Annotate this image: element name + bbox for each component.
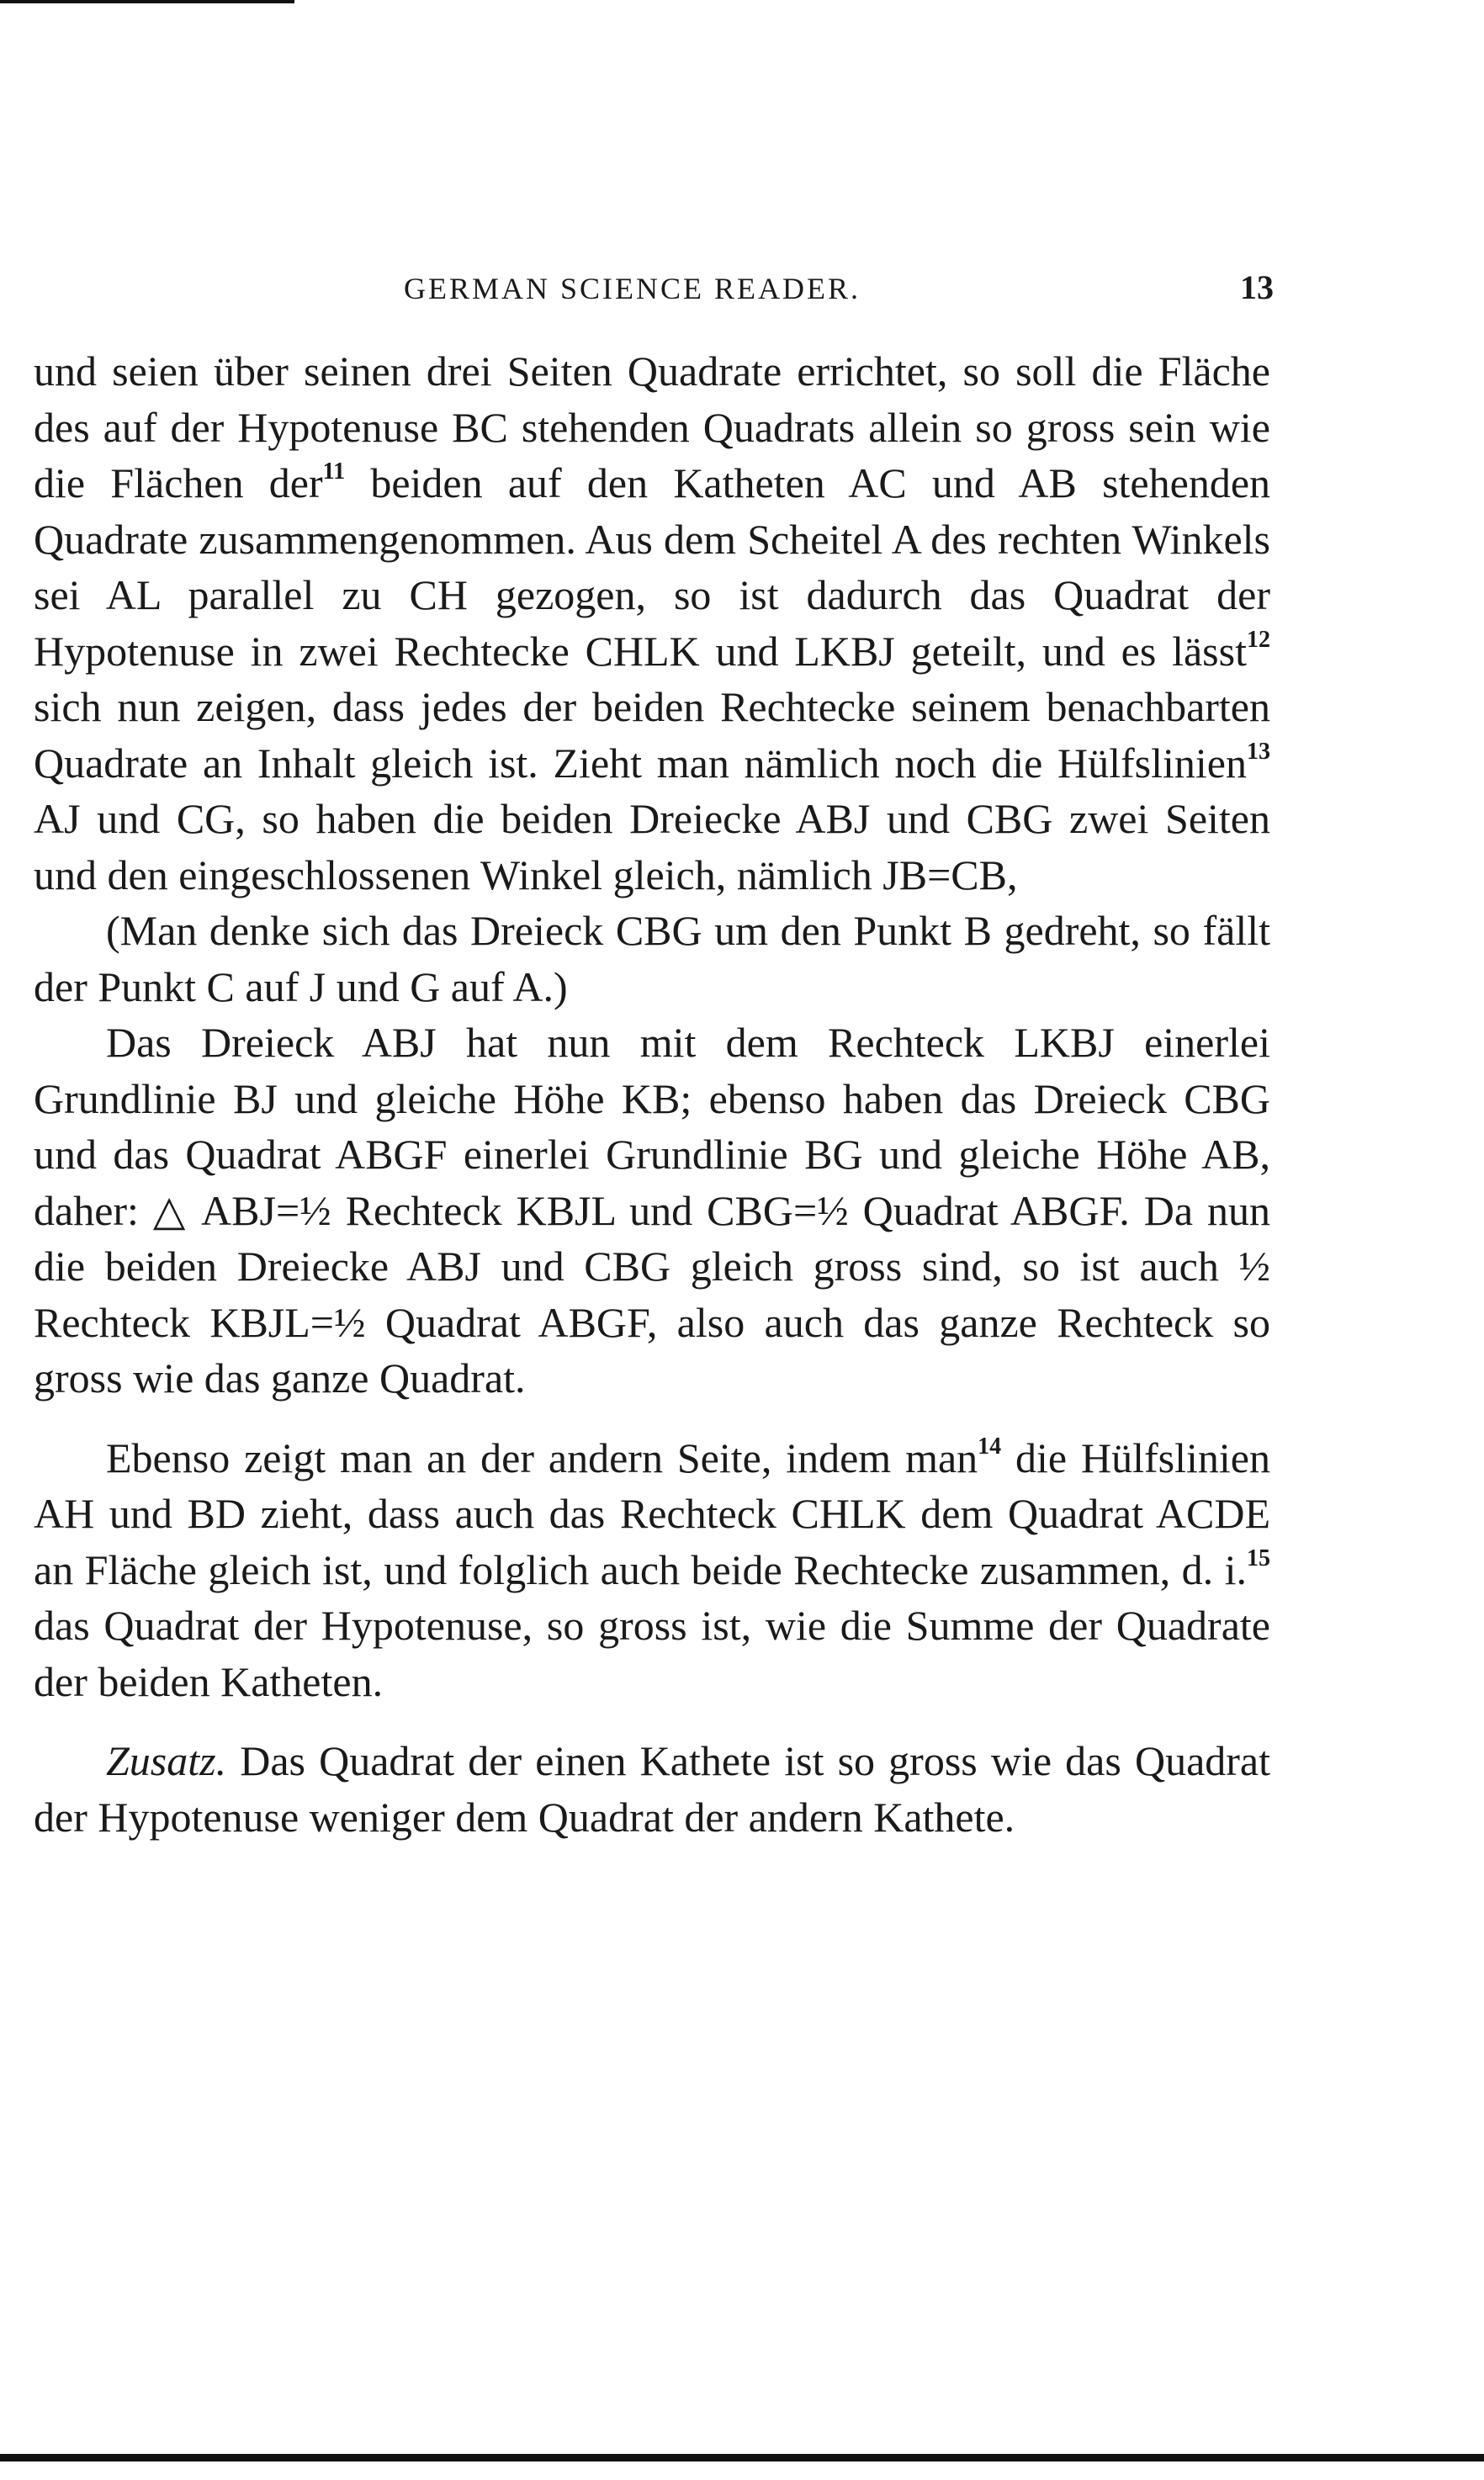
footnote-ref-14: 14 <box>978 1433 1002 1460</box>
paragraph-4-part-3: das Quadrat der Hypotenuse, so gross ist, wie die Summe der Quadrate der beiden Katheten. <box>34 1602 1270 1705</box>
footnote-ref-15: 15 <box>1247 1545 1270 1571</box>
paragraph-1-part-1: und seien über seinen drei Seiten Quadrate errichtet, so soll die Fläche des auf der Hypotenuse BC stehenden Quadrats allein so gross sein wie die Flächen der <box>34 347 1270 506</box>
page-number: 13 <box>1240 268 1274 306</box>
paragraph-1-part-3: sich nun zeigen, dass jedes der beiden Rechtecke seinem benachbarten Quadrate an Inhalt gleich ist. Zieht man nämlich noch die Hülfslinien <box>34 683 1270 787</box>
running-title: GERMAN SCIENCE READER. <box>404 272 861 305</box>
paragraph-1 <box>34 343 1270 903</box>
body-text <box>34 343 1270 1845</box>
paragraph-3: Das Dreieck ABJ hat nun mit dem Rechteck LKBJ einerlei Grundlinie BJ und gleiche Höhe KB; ebenso haben das Dreieck CBG und das Quadrat ABGF einerlei Grundlinie BG und gleiche Höhe AB, daher: △ ABJ=½ Rechteck KBJL und CBG=½ Quadrat ABGF. Da nun die beiden Dreiecke ABJ und CBG gleich gross sind, so ist auch ½ Rechteck KBJL=½ Quadrat ABGF, also auch das ganze Rechteck so gross wie das ganze Quadrat. <box>34 1019 1270 1402</box>
paragraph-4-part-1: Ebenso zeigt man an der andern Seite, indem man <box>106 1433 978 1481</box>
footnote-ref-11: 11 <box>322 458 346 485</box>
paragraph-1-part-2: beiden auf den Katheten AC und AB stehenden Quadrate zusammengenommen. Aus dem Scheitel A des rechten Winkels sei AL parallel zu CH gezogen, so ist dadurch das Quadrat der Hypotenuse in zwei Rechtecke CHLK und LKBJ geteilt, und es lässt <box>34 459 1271 675</box>
top-rule <box>0 0 294 3</box>
paragraph-5 <box>34 1733 1270 1845</box>
zusatz-label: Zusatz. <box>106 1737 227 1784</box>
paragraph-4-part-2: die Hülfslinien AH und BD zieht, dass auch das Rechteck CHLK dem Quadrat ACDE an Fläche gleich ist, und folglich auch beide Rechtecke zusammen, d. i. <box>34 1433 1270 1593</box>
zusatz-text: Das Quadrat der einen Kathete ist so gross wie das Quadrat der Hypotenuse weniger dem Quadrat der andern Kathete. <box>34 1737 1270 1841</box>
footnote-ref-12: 12 <box>1247 626 1270 653</box>
paragraph-2: (Man denke sich das Dreieck CBG um den Punkt B gedreht, so fällt der Punkt C auf J und G auf A.) <box>34 907 1270 1010</box>
paragraph-1-part-4: AJ und CG, so haben die beiden Dreiecke ABJ und CBG zwei Seiten und den eingeschlossenen Winkel gleich, nämlich JB=CB, <box>34 795 1270 898</box>
bottom-rule <box>0 2454 1484 2461</box>
footnote-ref-13: 13 <box>1247 738 1270 765</box>
paragraph-4 <box>34 1430 1270 1710</box>
